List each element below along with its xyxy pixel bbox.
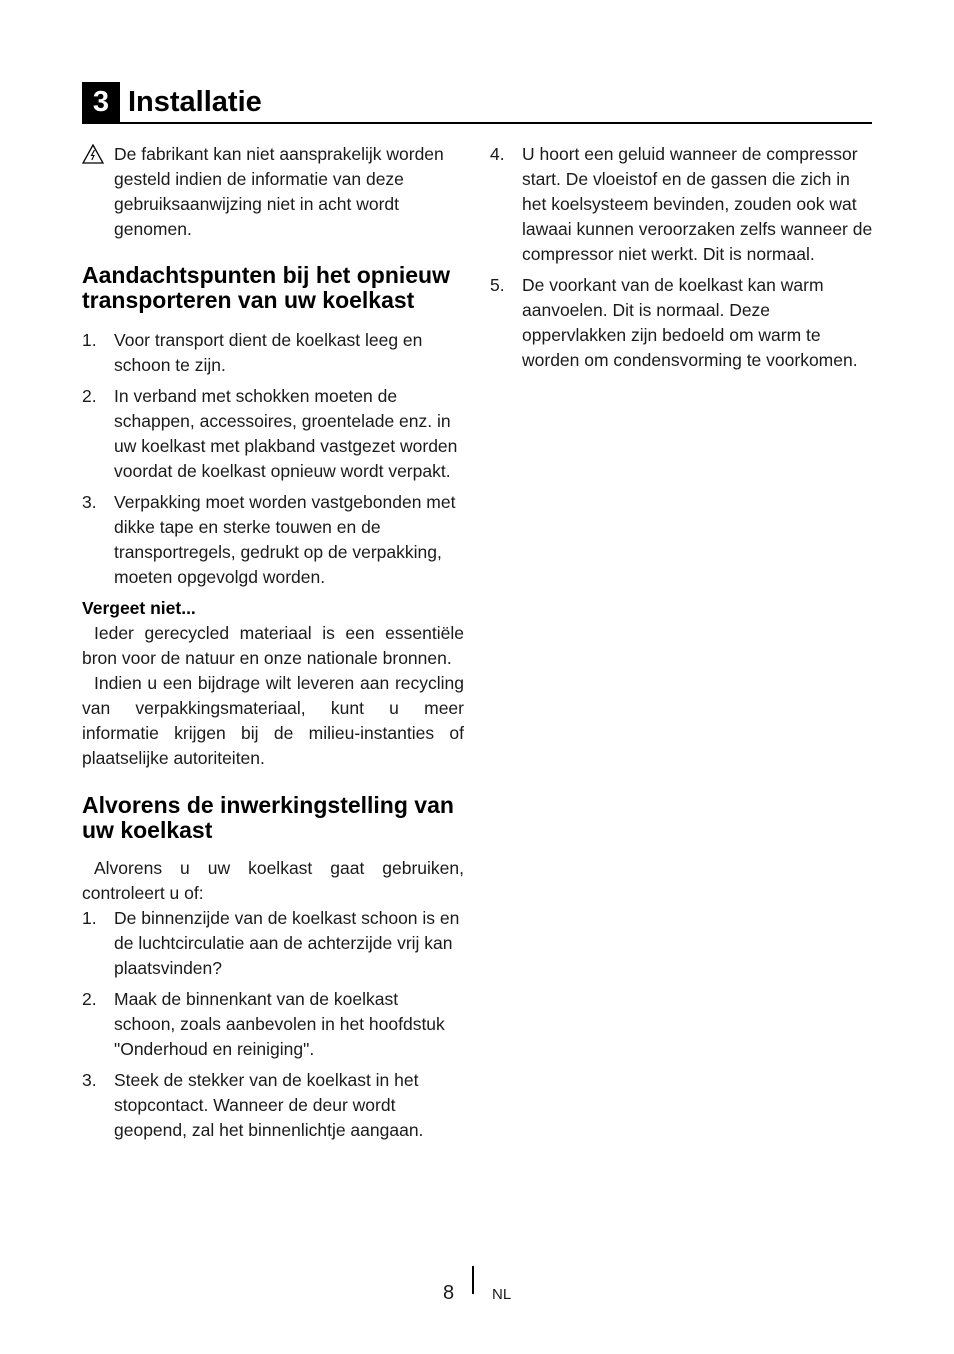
list-item [82, 987, 464, 1062]
left-column [82, 142, 464, 1149]
list-item-number: 2. [82, 386, 97, 406]
list-item [82, 490, 464, 590]
list-item-number: 5. [490, 275, 505, 295]
list-item-text: De voorkant van de koelkast kan warm aanvoelen. Dit is normaal. Deze oppervlakken zijn bedoeld om warm te worden om condensvorming te voorkomen. [522, 275, 858, 370]
list-item [490, 142, 874, 267]
transport-list [82, 328, 464, 590]
list-item-text: Verpakking moet worden vastgebonden met dikke tape en sterke touwen en de transportregels, gedrukt op de verpakking, moeten opgevolgd worden. [114, 492, 456, 587]
chapter-number: 3 [82, 82, 120, 122]
list-item [82, 906, 464, 981]
list-item [82, 384, 464, 484]
list-item-text: In verband met schokken moeten de schappen, accessoires, groentelade enz. in uw koelkast met plakband vastgezet worden voordat de koelkast opnieuw wordt verpakt. [114, 386, 458, 481]
list-item [82, 1068, 464, 1143]
list-item-text: De binnenzijde van de koelkast schoon is en de luchtcirculatie aan de achterzijde vrij kan plaatsvinden? [114, 908, 460, 978]
heading-transport: Aandachtspunten bij het opnieuw transporteren van uw koelkast [82, 262, 450, 313]
list-item-text: U hoort een geluid wanneer de compressor start. De vloeistof en de gassen die zich in het koelsysteem bevinden, zouden ook wat lawaai kunnen veroorzaken zelfs wanneer de compressor niet werkt. Dit is normaal. [522, 144, 873, 264]
remember-heading: Vergeet niet... [82, 598, 196, 618]
list-item-number: 3. [82, 492, 97, 512]
remember-paragraph-1: Ieder gerecycled materiaal is een essentiële bron voor de natuur en onze nationale bronnen. [82, 623, 464, 668]
chapter-title: Installatie [128, 86, 262, 118]
list-item [490, 273, 874, 373]
heading-before-use: Alvorens de inwerkingstelling van uw koelkast [82, 792, 454, 843]
list-item-number: 4. [490, 144, 505, 164]
list-item-text: Maak de binnenkant van de koelkast schoon, zoals aanbevolen in het hoofdstuk "Onderhoud en reiniging". [114, 989, 445, 1059]
list-item-text: Steek de stekker van de koelkast in het stopcontact. Wanneer de deur wordt geopend, zal het binnenlichtje aangaan. [114, 1070, 424, 1140]
warning-text: De fabrikant kan niet aansprakelijk worden gesteld indien de informatie van deze gebruiksaanwijzing niet in acht wordt genomen. [114, 144, 444, 239]
before-use-list-continued [490, 142, 874, 373]
warning-triangle-icon [82, 144, 104, 164]
list-item-number: 1. [82, 908, 97, 928]
list-item [82, 328, 464, 378]
before-use-list [82, 906, 464, 1143]
language-code: NL [492, 1286, 512, 1303]
chapter-header [82, 82, 872, 124]
footer-divider [472, 1266, 474, 1294]
list-item-number: 3. [82, 1070, 97, 1090]
list-item-number: 1. [82, 330, 97, 350]
page-number: 8 [443, 1282, 455, 1304]
list-item-number: 2. [82, 989, 97, 1009]
list-item-text: Voor transport dient de koelkast leeg en schoon te zijn. [114, 330, 423, 375]
remember-paragraph-2: Indien u een bijdrage wilt leveren aan recycling van verpakkingsmateriaal, kunt u meer informatie krijgen bij de milieu-instanties of plaatselijke autoriteiten. [82, 673, 464, 768]
warning-note [82, 142, 464, 242]
right-column [490, 142, 874, 379]
before-use-intro: Alvorens u uw koelkast gaat gebruiken, controleert u of: [82, 858, 464, 903]
